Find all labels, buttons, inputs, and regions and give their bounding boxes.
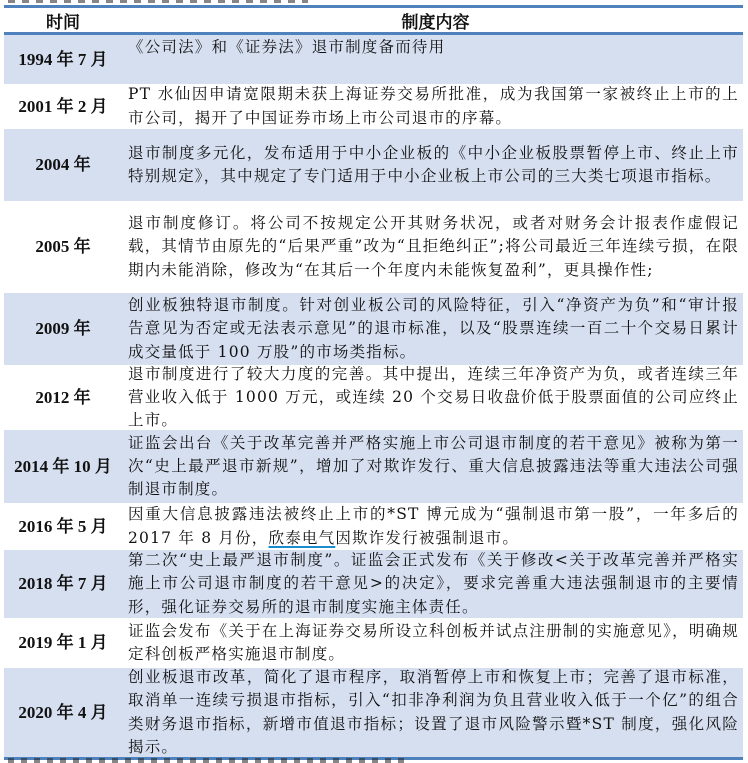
row-time: 2014 年 10 月 bbox=[14, 456, 112, 476]
table-row bbox=[4, 550, 743, 618]
row-content-before: 因重大信息披露违法被终止上市的*ST 博元成为“强制退市第一股”，一年多后的 2017 年 8 月份， bbox=[128, 505, 739, 547]
row-content: PT 水仙因申请宽限期未获上海证券交易所批准，成为我国第一家被终止上市的上市公司，揭开了中国证券市场上市公司退市的序幕。 bbox=[128, 85, 739, 127]
row-content bbox=[122, 503, 743, 549]
table-row bbox=[4, 293, 743, 365]
company-link[interactable]: 欣泰电气 bbox=[268, 528, 336, 547]
row-content: 创业板退市改革，简化了退市程序，取消暂停上市和恢复上市；完善了退市标准，取消单一连续亏损退市指标，引入“扣非净利润为负且营业收入低于一个亿”的组合类财务退市指标，新增市值退市指标；设置了退市风险警示暨*ST 制度，强化风险揭示。 bbox=[128, 668, 739, 756]
table-row bbox=[4, 201, 743, 293]
row-time: 2016 年 5 月 bbox=[18, 516, 108, 536]
header-time: 时间 bbox=[46, 12, 80, 33]
clipped-source-note bbox=[0, 757, 748, 763]
row-content: 创业板独特退市制度。针对创业板公司的风险特征，引入“净资产为负”和“审计报告意见为否定或无法表示意见”的退市标准，以及“股票连续一百二十个交易日累计成交量低于 100 万股”的市场类指标。 bbox=[128, 296, 739, 361]
row-time: 2009 年 bbox=[35, 319, 91, 338]
row-content: 第二次“史上最严退市制度”。证监会正式发布《关于修改<关于改革完善并严格实施上市公司退市制度的若干意见>的决定》，要求完善重大违法强制退市的主要情形，强化证券交易所的退市制度实施主体责任。 bbox=[128, 551, 739, 616]
row-time: 2019 年 1 月 bbox=[18, 633, 108, 652]
table-row bbox=[4, 365, 743, 430]
row-time: 2018 年 7 月 bbox=[18, 574, 108, 593]
delisting-policy-table bbox=[4, 5, 743, 760]
row-time: 2012 年 bbox=[35, 387, 91, 407]
table-row bbox=[4, 430, 743, 503]
table-header bbox=[4, 8, 743, 32]
clipped-caption bbox=[0, 0, 748, 4]
row-time: 2001 年 2 月 bbox=[18, 96, 108, 116]
table-row bbox=[4, 618, 743, 668]
row-content: 退市制度进行了较大力度的完善。其中提出，连续三年净资产为负，或者连续三年营业收入低于 1000 万元，或连续 20 个交易日收盘价低于股票面值的公司应终止上市。 bbox=[128, 364, 739, 430]
row-content: 退市制度修订。将公司不按规定公开其财务状况，或者对财务会计报表作虚假记载，其情节由原先的“后果严重”改为“且拒绝纠正”;将公司最近三年连续亏损，在限期内未能消除，修改为“在其后一个年度内未能恢复盈利”，更具操作性; bbox=[128, 214, 739, 279]
row-time: 2005 年 bbox=[35, 237, 91, 256]
row-content: 证监会发布《关于在上海证券交易所设立科创板并试点注册制的实施意见》，明确规定科创板严格实施退市制度。 bbox=[128, 621, 739, 663]
row-content: 退市制度多元化，发布适用于中小企业板的《中小企业板股票暂停上市、终止上市特别规定》，其中规定了专门适用于中小企业板上市公司的三大类七项退市指标。 bbox=[128, 143, 739, 185]
header-content: 制度内容 bbox=[401, 12, 470, 33]
row-content: 《公司法》和《证券法》退市制度备而待用 bbox=[128, 38, 446, 56]
row-time: 2004 年 bbox=[35, 155, 91, 174]
row-time: 2020 年 4 月 bbox=[18, 702, 108, 722]
table-row bbox=[4, 129, 743, 201]
table-row bbox=[4, 84, 743, 129]
table-row bbox=[4, 503, 743, 550]
row-time: 1994 年 7 月 bbox=[18, 49, 108, 69]
row-content-after: 因欺诈发行被强制退市。 bbox=[335, 528, 520, 547]
row-content: 证监会出台《关于改革完善并严格实施上市公司退市制度的若干意见》被称为第一次“史上最严退市新规”，增加了对欺诈发行、重大信息披露违法等重大违法公司强制退市制度。 bbox=[128, 433, 739, 499]
table-row bbox=[4, 35, 743, 84]
table-row bbox=[4, 668, 743, 757]
